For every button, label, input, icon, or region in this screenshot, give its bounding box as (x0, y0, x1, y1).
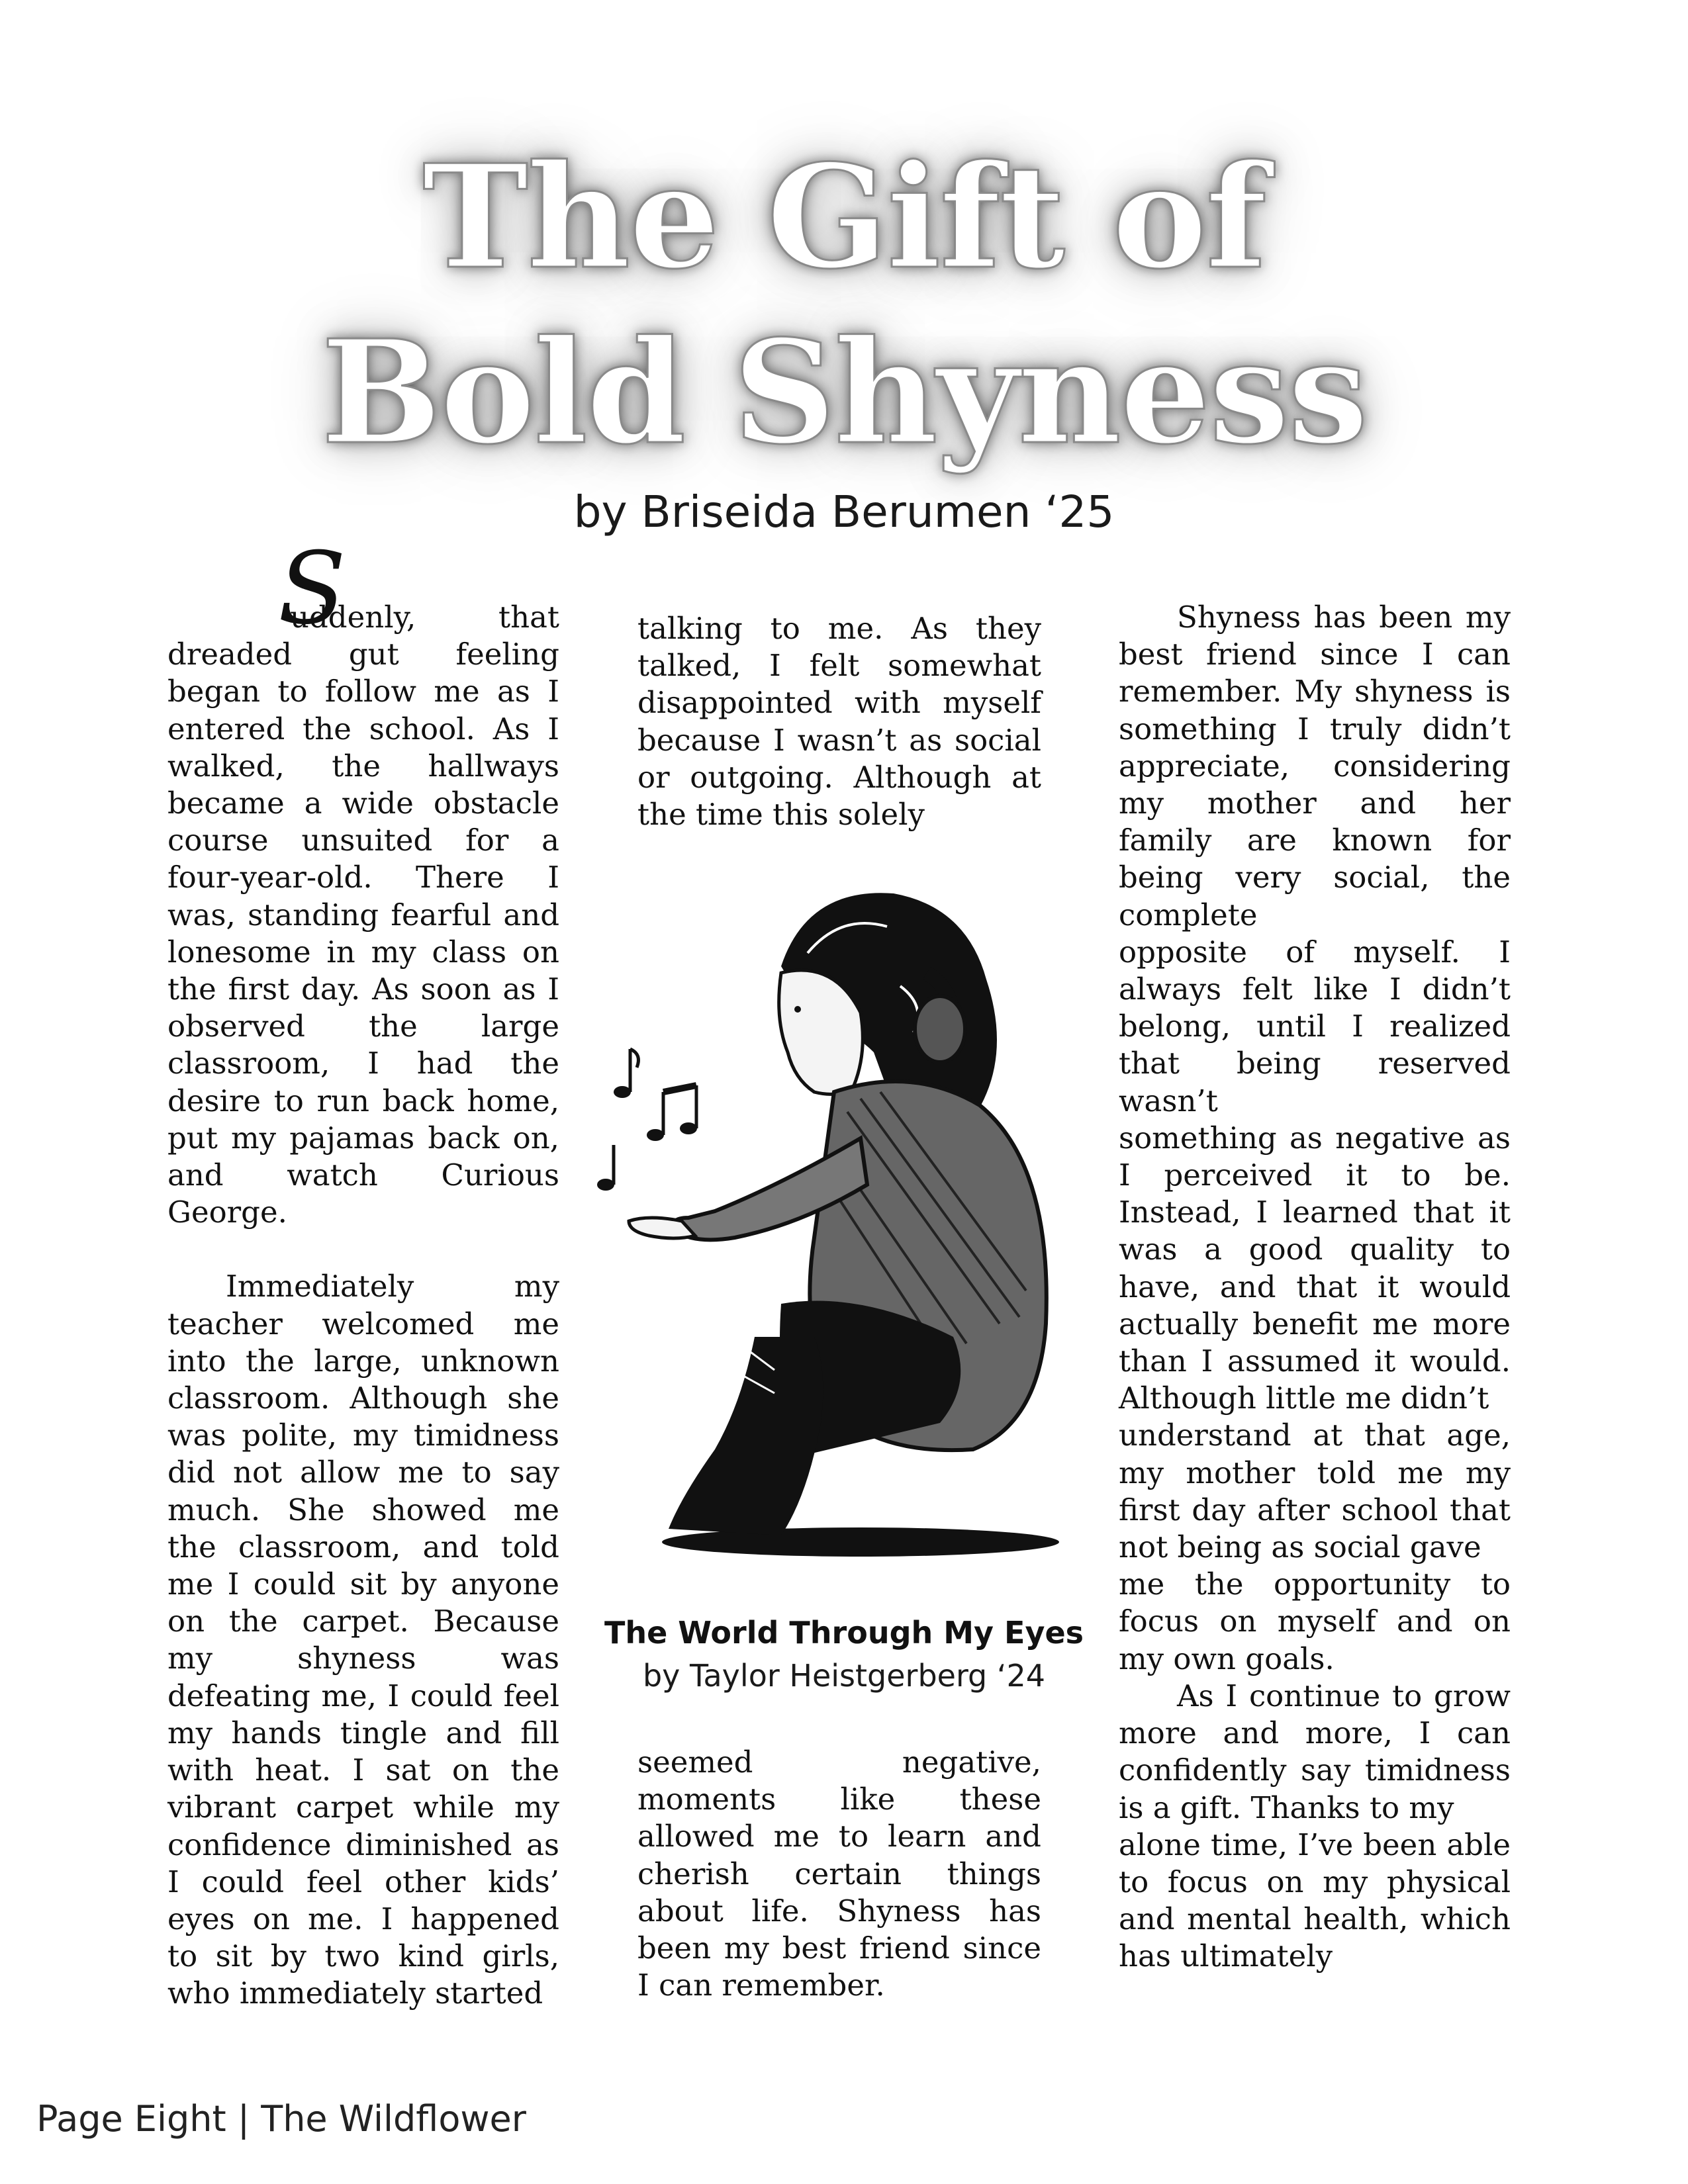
column-2-bottom (637, 1744, 1041, 2004)
col3-paragraph-1e: me the opportunity to focus on myself and on my own goals. (1119, 1567, 1511, 1676)
col1-paragraph-1: uddenly, that dreaded gut feeling began to follow me as I entered the school. As I walked, the hallways became a wide obstacle course unsuited for a four-year-old. There I was, standing fearful and lonesome in my class on the first day. As soon as I observed the large classroom, I had the desire to run back home, put my pajamas back on, and watch Curious George. (167, 600, 559, 1230)
col3-paragraph-1c: something as negative as I perceived it to be. Instead, I learned that it was a good quality to have, and that it would actually benefit me more than I assumed it would. Although little me didn’t (1119, 1120, 1511, 1416)
col1-paragraph-2: Immediately my teacher welcomed me into the large, unknown classroom. Although she was polite, my timidness did not allow me to say much. She showed me the classroom, and told me I could sit by anyone on the carpet. Because my shyness was defeating me, I could feel my hands tingle and fill with heat. I sat on the vibrant carpet while my confidence diminished as I could feel other kids’ eyes on me. I happened to sit by two kind girls, who immediately started (167, 1269, 559, 2011)
col2-paragraph-bottom: seemed negative, moments like these allowed me to learn and cherish certain things about life. Shyness has been my best friend since I can remember. (637, 1745, 1041, 2003)
title-line-2: Bold Shyness (321, 308, 1367, 476)
column-2-top (637, 610, 1041, 833)
column-3 (1119, 599, 1511, 1976)
page-footer: Page Eight | The Wildflower (36, 2098, 526, 2140)
col2-paragraph-top: talking to me. As they talked, I felt somewhat disappointed with myself because I wasn’t as social or outgoing. Although at the time this solely (637, 611, 1041, 833)
column-1 (167, 599, 559, 2013)
drop-cap: S (278, 531, 346, 647)
music-notes-icon (597, 1049, 697, 1191)
col3-paragraph-2b: alone time, I’ve been able to focus on my physical and mental health, which has ultimately (1119, 1827, 1511, 1974)
artwork-title: The World Through My Eyes (604, 1615, 1084, 1651)
girl-figure-icon (629, 893, 1059, 1557)
artwork-author: by Taylor Heistgerberg ‘24 (642, 1658, 1046, 1694)
col3-paragraph-2a: As I continue to grow more and more, I can confidently say timidness is a gift. Thanks to my (1119, 1678, 1511, 1825)
article-title (0, 129, 1688, 480)
article-byline: by Briseida Berumen ‘25 (573, 486, 1115, 537)
illustration (583, 874, 1099, 1575)
col3-paragraph-1a: Shyness has been my best friend since I can remember. My shyness is something I truly didn’t appreciate, considering my mother and her family are known for being very social, the complete (1119, 600, 1511, 933)
col3-paragraph-1b: opposite of myself. I always felt like I didn’t belong, until I realized that being reserved wasn’t (1119, 934, 1511, 1118)
title-line-1: The Gift of (422, 133, 1266, 300)
col3-paragraph-1d: understand at that age, my mother told me my first day after school that not being as social gave (1119, 1418, 1511, 1565)
